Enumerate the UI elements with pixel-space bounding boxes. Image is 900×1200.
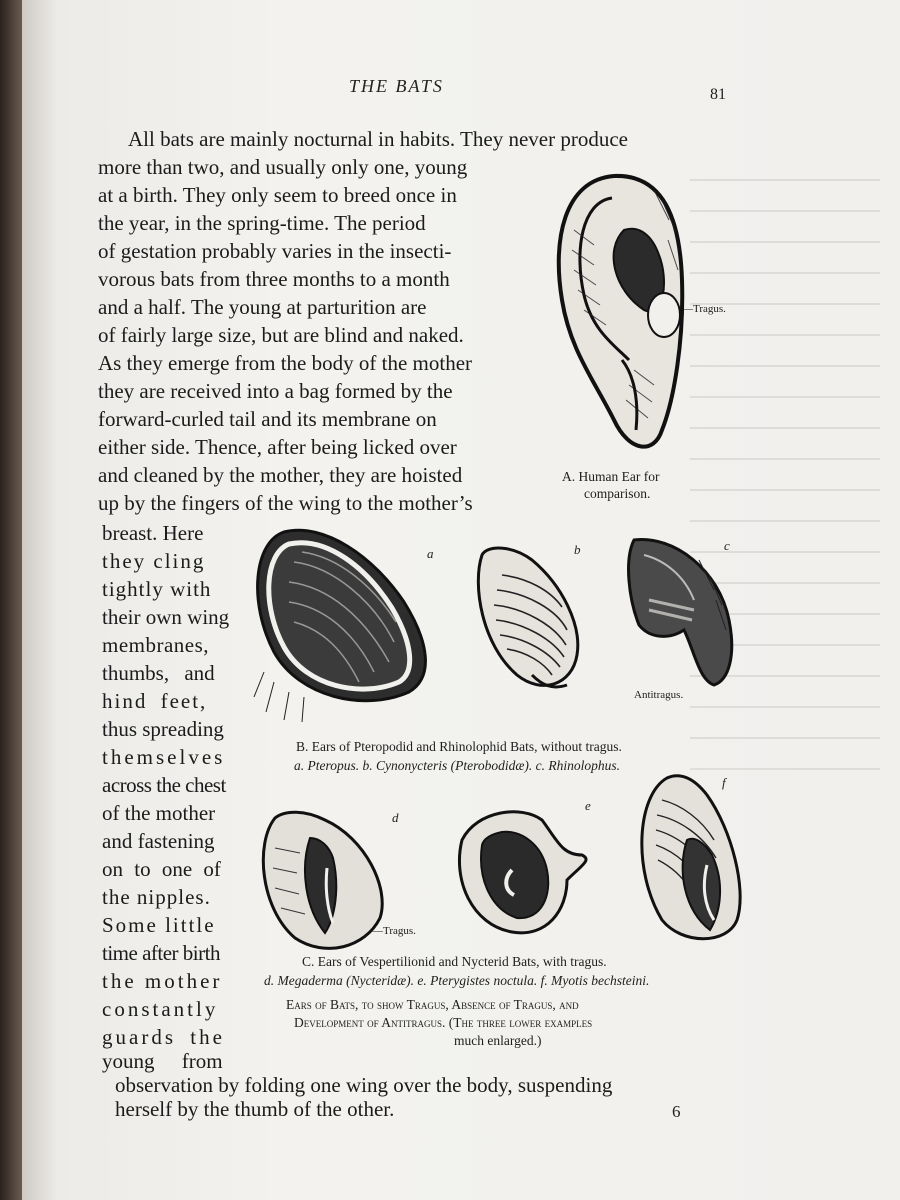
page-number: 81: [710, 86, 726, 103]
body-line: thus spreading: [102, 717, 224, 741]
body-line: the mother: [102, 969, 223, 993]
rhinolophus-ear-illustration: [624, 530, 744, 690]
fig-letter-b: b: [574, 542, 581, 557]
fig-c-caption-2: d. Megaderma (Nycteridæ). e. Pterygistes noctula. f. Myotis bechsteini.: [264, 973, 650, 988]
body-line: guards the: [102, 1025, 225, 1049]
body-line: herself by the thumb of the other.: [115, 1097, 395, 1121]
facing-page-edge: [0, 560, 22, 1120]
fig-letter-c: c: [724, 538, 730, 553]
cynonycteris-ear-illustration: [472, 545, 587, 695]
book-page: [22, 0, 900, 1200]
body-line: and fastening: [102, 829, 215, 853]
body-line: of fairly large size, but are blind and naked.: [98, 323, 464, 347]
body-line: membranes,: [102, 633, 210, 657]
body-line: thumbs, and: [102, 661, 215, 685]
body-line: the year, in the spring-time. The period: [98, 211, 426, 235]
fig-letter-f: f: [722, 775, 726, 790]
fig-letter-d: d: [392, 810, 399, 825]
body-line: vorous bats from three months to a month: [98, 267, 450, 291]
fig-c-caption-1: C. Ears of Vespertilionid and Nycterid Bats, with tragus.: [302, 954, 607, 969]
fig-b-caption-1: B. Ears of Pteropodid and Rhinolophid Bats, without tragus.: [296, 739, 622, 754]
body-line: observation by folding one wing over the body, suspending: [115, 1073, 613, 1097]
body-line: across the chest: [102, 773, 226, 797]
body-line: themselves: [102, 745, 226, 769]
fig-letter-a: a: [427, 546, 434, 561]
human-ear-illustration: [544, 170, 694, 460]
main-caption-3: much enlarged.): [454, 1033, 542, 1048]
body-line: Some little: [102, 913, 216, 937]
body-line: more than two, and usually only one, young: [98, 155, 468, 179]
body-line: up by the fingers of the wing to the mother’s: [98, 491, 473, 515]
pterygistes-ear-illustration: [442, 800, 592, 940]
body-line: their own wing: [102, 605, 230, 629]
fig-a-caption-1: A. Human Ear for: [562, 469, 660, 484]
body-line: As they emerge from the body of the mother: [98, 351, 473, 375]
antitragus-label: Antitragus.: [634, 689, 684, 701]
body-line: tightly with: [102, 577, 212, 601]
body-line: of gestation probably varies in the insecti-: [98, 239, 452, 263]
body-line: constantly: [102, 997, 219, 1021]
body-line: time after birth: [102, 941, 220, 965]
signature-mark: 6: [672, 1102, 681, 1121]
body-line: the nipples.: [102, 885, 211, 909]
body-line: they are received into a bag formed by the: [98, 379, 453, 403]
running-head: THE BATS: [349, 76, 444, 96]
tragus-label-d: —Tragus.: [372, 925, 416, 937]
body-line: forward-curled tail and its membrane on: [98, 407, 437, 431]
body-line: they cling: [102, 549, 206, 573]
fig-a-caption-2: comparison.: [584, 486, 651, 501]
body-line: and cleaned by the mother, they are hoisted: [98, 463, 463, 487]
body-line: at a birth. They only seem to breed once in: [98, 183, 457, 207]
body-line: on to one of: [102, 857, 221, 881]
fig-b-caption-2: a. Pteropus. b. Cynonycteris (Pterobodidæ). c. Rhinolophus.: [294, 758, 620, 773]
main-caption-1: Ears of Bats, to show Tragus, Absence of Tragus, and: [286, 997, 579, 1012]
body-line: breast. Here: [102, 521, 204, 545]
body-line: and a half. The young at parturition are: [98, 295, 427, 319]
myotis-ear-illustration: [632, 770, 752, 945]
body-line: of the mother: [102, 801, 216, 825]
body-line: young from: [102, 1049, 223, 1073]
fig-letter-e: e: [585, 798, 591, 813]
body-line: hind feet,: [102, 689, 208, 713]
tragus-label: —Tragus.: [682, 303, 726, 315]
body-line: All bats are mainly nocturnal in habits. They never produce: [128, 127, 628, 151]
pteropus-ear-illustration: [244, 522, 444, 727]
body-line: either side. Thence, after being licked over: [98, 435, 457, 459]
main-caption-2: Development of Antitragus. (The three lower examples: [294, 1015, 593, 1030]
